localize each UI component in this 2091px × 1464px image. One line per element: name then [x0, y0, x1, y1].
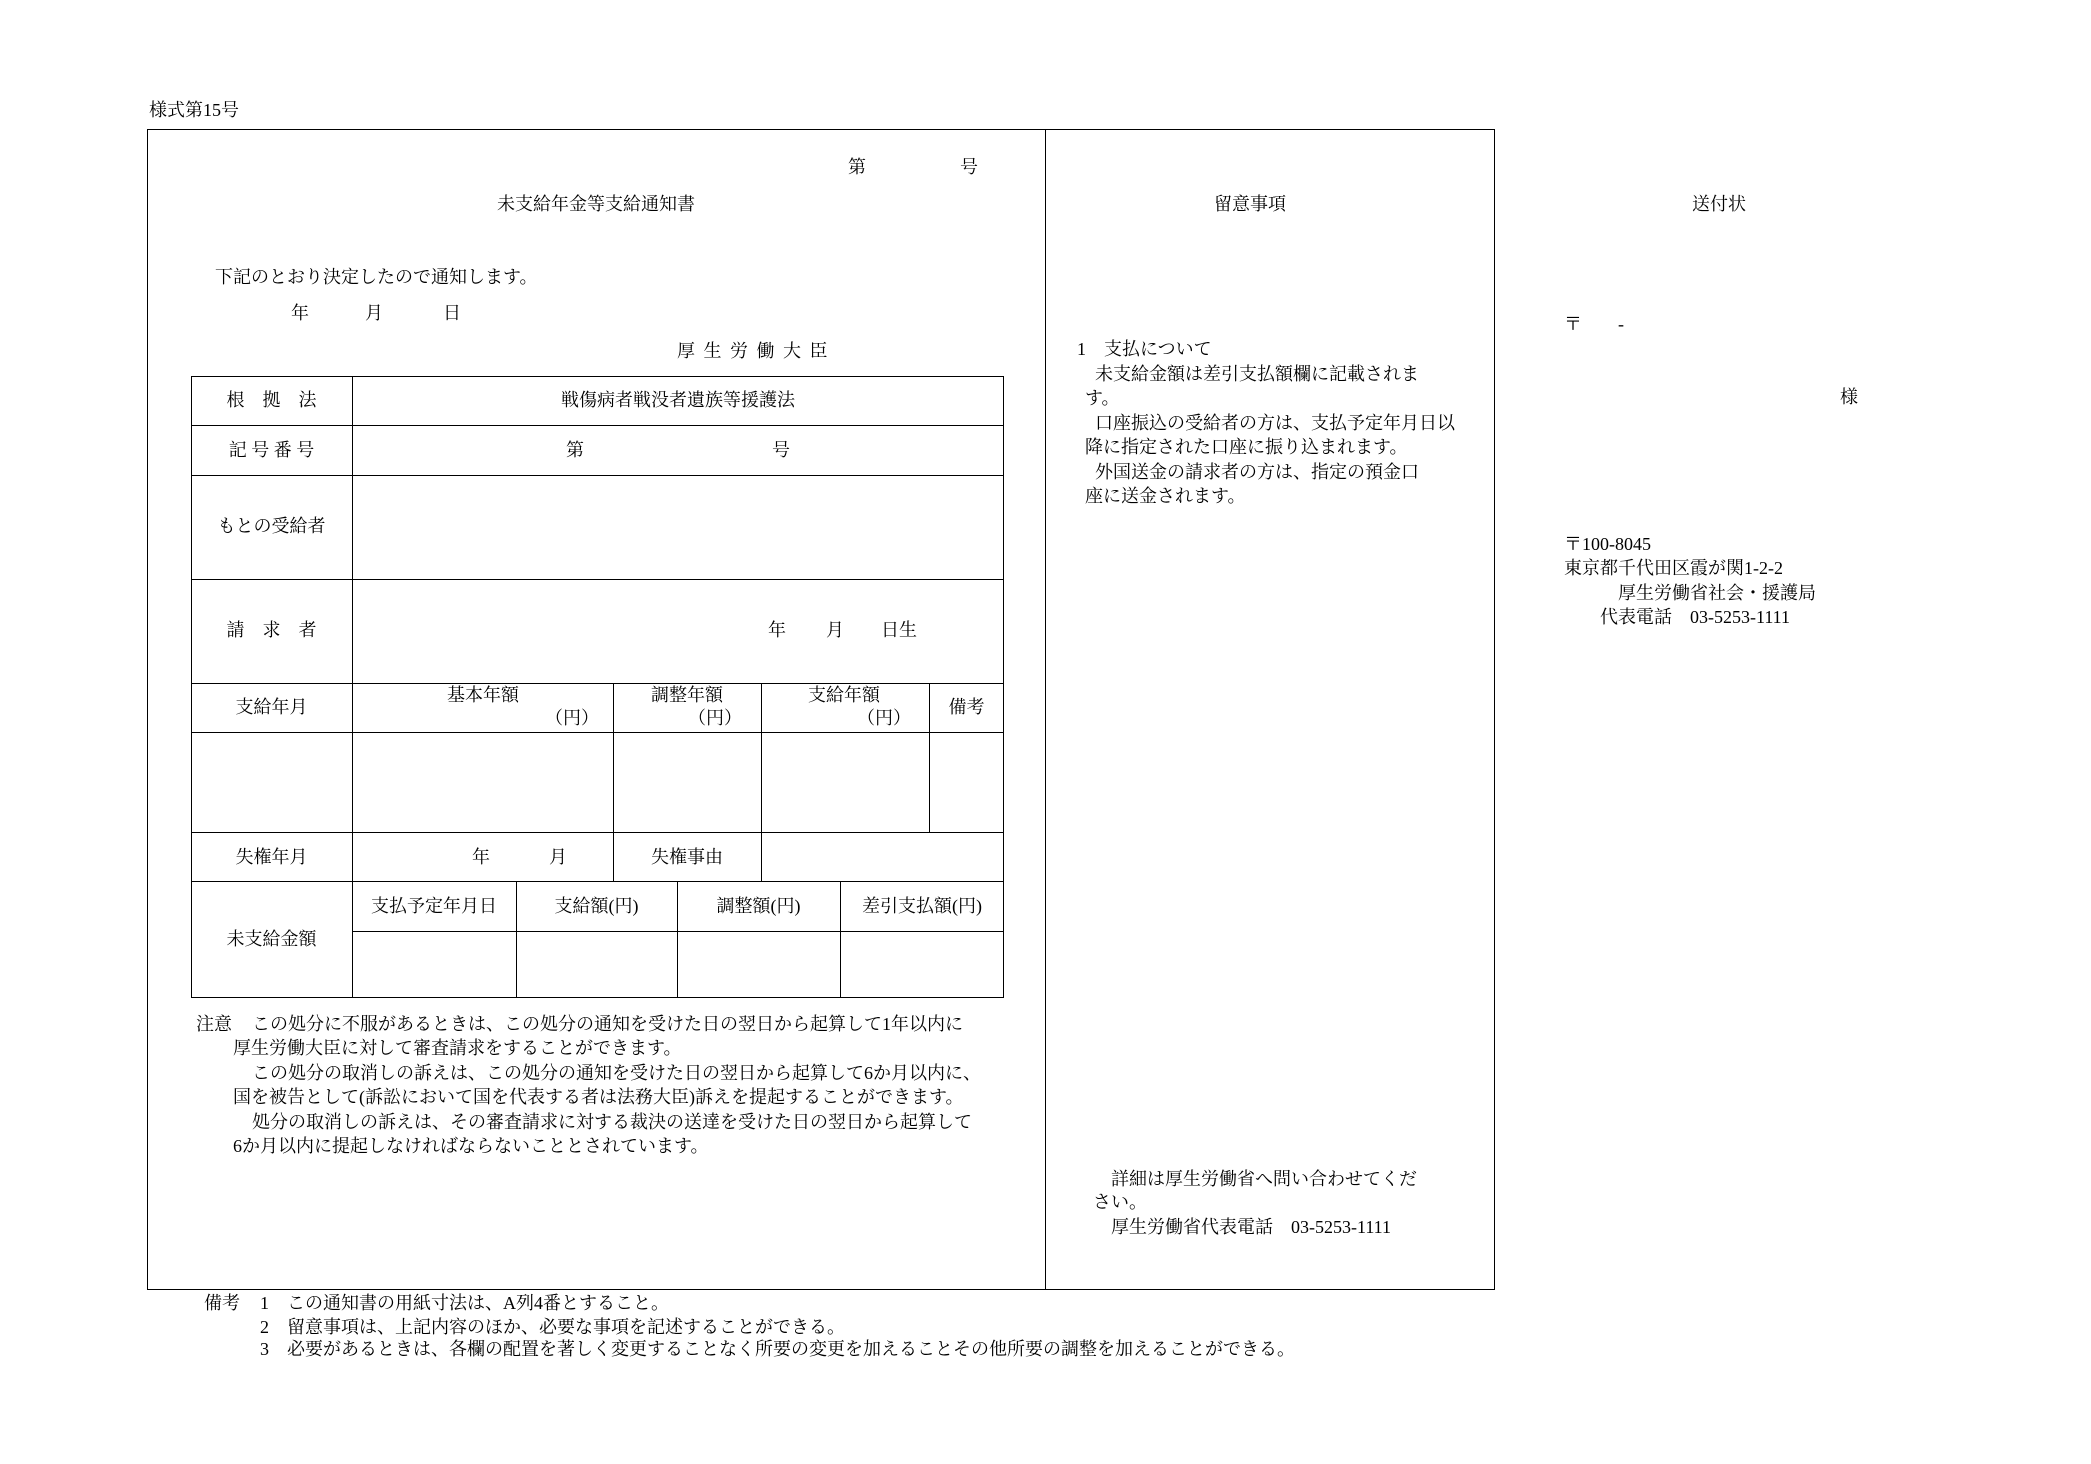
caution-line: 国を被告として(訴訟において国を代表する者は法務大臣)訴えを提起することができます。: [233, 1087, 964, 1107]
remarks-line: す。: [1085, 388, 1120, 408]
form-number: 様式第15号: [149, 100, 239, 120]
remarks-line: 口座振込の受給者の方は、支払予定年月日以: [1077, 413, 1455, 433]
sender-line: 代表電話 03-5253-1111: [1564, 607, 1790, 627]
loss-month-label: 失権年月: [235, 847, 308, 867]
contact-line: 厚生労働省代表電話 03-5253-1111: [1093, 1217, 1391, 1237]
number-dai: 第: [848, 157, 866, 177]
claimant-year: 年: [768, 620, 786, 640]
footnote-line: 3 必要があるときは、各欄の配置を著しく変更することなく所要の変更を加えることその他所要の調整を加えることができる。: [260, 1339, 1295, 1359]
footnote-line: 2 留意事項は、上記内容のほか、必要な事項を記述することができる。: [260, 1317, 845, 1337]
footnote-line: 1 この通知書の用紙寸法は、A列4番とすること。: [260, 1293, 669, 1313]
remarks-title: 留意事項: [1214, 194, 1286, 214]
unpaid-col-date: 支払予定年月日: [371, 896, 497, 916]
date-day: 日: [443, 303, 461, 323]
unpaid-col-net: 差引支払額(円): [862, 896, 982, 916]
loss-year: 年: [472, 847, 490, 867]
cover-title: 送付状: [1692, 194, 1746, 214]
unpaid-label: 未支給金額: [226, 929, 317, 949]
date-month: 月: [365, 303, 383, 323]
caution-line: この処分の取消しの訴えは、この処分の通知を受けた日の翌日から起算して6か月以内に、: [252, 1063, 981, 1083]
paid-annual-label: 支給年額: [808, 685, 880, 705]
remarks-label: 備考: [948, 697, 985, 717]
caution-line: 厚生労働大臣に対して審査請求をすることができます。: [233, 1038, 682, 1058]
number-go: 号: [960, 157, 978, 177]
yen-unit: （円）: [857, 708, 911, 728]
caution-line: この処分に不服があるときは、この処分の通知を受けた日の翌日から起算して1年以内に: [252, 1014, 963, 1034]
symbol-label: 記 号 番 号: [228, 440, 315, 460]
claimant-label: 請 求 者: [226, 620, 317, 640]
remarks-line: 外国送金の請求者の方は、指定の預金口: [1077, 462, 1419, 482]
footnote-label: 備考: [204, 1293, 240, 1313]
claimant-month: 月: [826, 620, 844, 640]
sender-line: 東京都千代田区霞が関1-2-2: [1564, 558, 1783, 578]
contact-line: 詳細は厚生労働省へ問い合わせてくだ: [1093, 1169, 1417, 1189]
original-recipient-label: もとの受給者: [217, 516, 326, 536]
remarks-line: 降に指定された口座に振り込まれます。: [1085, 437, 1408, 457]
intro-text: 下記のとおり決定したので通知します。: [215, 267, 538, 287]
sender-line: 厚生労働省社会・援護局: [1564, 583, 1816, 603]
adjusted-annual-label: 調整年額: [651, 685, 723, 705]
remarks-line: 座に送金されます。: [1085, 486, 1246, 506]
caution-line: 6か月以内に提起しなければならないこととされています。: [233, 1136, 709, 1156]
symbol-go: 号: [772, 440, 790, 460]
yen-unit: （円）: [688, 708, 742, 728]
payment-month-label: 支給年月: [235, 697, 308, 717]
caution-label: 注意: [196, 1014, 232, 1034]
honorific: 様: [1840, 387, 1858, 407]
caution-line: 処分の取消しの訴えは、その審査請求に対する裁決の送達を受けた日の翌日から起算して: [252, 1112, 972, 1132]
unpaid-col-amount: 支給額(円): [554, 896, 639, 916]
contact-line: さい。: [1093, 1192, 1147, 1212]
sender-line: 〒100-8045: [1564, 534, 1651, 554]
basic-annual-label: 基本年額: [447, 685, 519, 705]
claimant-birth: 日生: [881, 620, 917, 640]
basis-label: 根 拠 法: [226, 390, 317, 410]
basis-value: 戦傷病者戦没者遺族等援護法: [561, 390, 795, 410]
unpaid-col-adjust: 調整額(円): [716, 896, 801, 916]
loss-month: 月: [549, 847, 567, 867]
page-title: 未支給年金等支給通知書: [497, 194, 695, 214]
issuer: 厚 生 労 働 大 臣: [677, 341, 830, 361]
loss-reason-label: 失権事由: [651, 847, 723, 867]
symbol-dai: 第: [566, 440, 584, 460]
remarks-line: 1 支払について: [1077, 339, 1212, 359]
yen-unit: （円）: [545, 708, 599, 728]
panel-divider: [1045, 129, 1046, 1290]
remarks-line: 未支給金額は差引支払額欄に記載されま: [1077, 364, 1419, 384]
recipient-postal: 〒 -: [1564, 314, 1624, 334]
date-year: 年: [291, 303, 309, 323]
